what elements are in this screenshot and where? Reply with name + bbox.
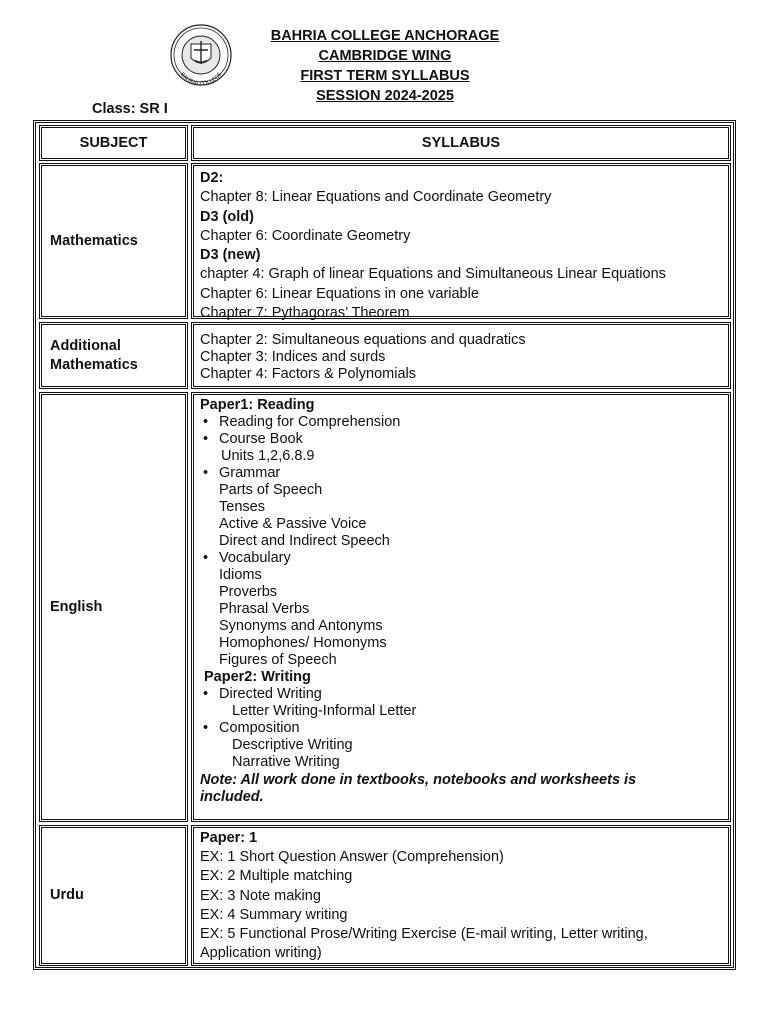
bullet-item: • Composition <box>200 720 722 737</box>
subject-name: Mathematics <box>50 232 138 249</box>
bullet-item: • Reading for Comprehension <box>200 414 722 431</box>
sub-item: Letter Writing-Informal Letter <box>232 703 417 719</box>
subject-cell-urdu <box>39 825 188 966</box>
syllabus-cell-english <box>191 392 731 822</box>
syllabus-column-header <box>191 125 731 161</box>
college-name: BAHRIA COLLEGE ANCHORAGE <box>270 28 500 44</box>
syllabus-line: Chapter 2: Simultaneous equations and quadratics <box>200 332 526 348</box>
bullet-item: • Grammar <box>200 465 722 482</box>
syllabus-line: EX: 3 Note making <box>200 887 321 904</box>
bullet-item: • Vocabulary <box>200 550 722 567</box>
syllabus-heading: D3 (new) <box>200 247 261 264</box>
syllabus-line: EX: 5 Functional Prose/Writing Exercise (E-mail writing, Letter writing, <box>200 926 648 943</box>
subject-name: English <box>50 598 103 615</box>
subject-name: Additional <box>50 337 121 354</box>
sub-item: Proverbs <box>219 584 278 600</box>
sub-item: Parts of Speech <box>219 482 323 498</box>
sub-item: Narrative Writing <box>232 754 340 770</box>
syllabus-line: Chapter 4: Factors & Polynomials <box>200 366 416 382</box>
sub-item: Figures of Speech <box>219 652 337 668</box>
note-text: Note: All work done in textbooks, notebooks and worksheets is <box>200 772 637 788</box>
sub-item: Homophones/ Homonyms <box>219 635 387 651</box>
paper-heading: Paper1: Reading <box>200 397 315 413</box>
sub-item: Tenses <box>219 499 265 515</box>
syllabus-line: EX: 1 Short Question Answer (Comprehension) <box>200 849 504 866</box>
class-label: Class: SR I <box>92 101 168 117</box>
syllabus-line: Chapter 8: Linear Equations and Coordinate Geometry <box>200 189 552 206</box>
bullet-item: • Course Book <box>200 431 722 448</box>
sub-item: Phrasal Verbs <box>219 601 310 617</box>
subject-column-header <box>39 125 188 161</box>
syllabus-line: Chapter 6: Coordinate Geometry <box>200 227 411 244</box>
sub-item: Active & Passive Voice <box>219 516 367 532</box>
syllabus-line: Application writing) <box>200 945 322 962</box>
session-title: SESSION 2024-2025 <box>316 88 454 104</box>
sub-item: Units 1,2,6.8.9 <box>221 448 315 464</box>
svg-text:BAHRIA COLLEGE: BAHRIA COLLEGE <box>178 71 224 88</box>
note-text: included. <box>200 789 264 805</box>
term-title: FIRST TERM SYLLABUS <box>300 68 470 84</box>
syllabus-cell-additional-mathematics <box>191 322 731 389</box>
sub-item: Descriptive Writing <box>232 737 353 753</box>
syllabus-line: Chapter 6: Linear Equations in one variable <box>200 285 479 302</box>
syllabus-cell-mathematics <box>191 163 731 322</box>
subject-name: Mathematics <box>50 356 138 373</box>
syllabus-column-header-label: SYLLABUS <box>421 135 501 151</box>
paper-heading: Paper2: Writing <box>204 669 311 685</box>
paper-heading: Paper: 1 <box>200 830 258 846</box>
subject-name: Urdu <box>50 887 84 903</box>
wing-name: CAMBRIDGE WING <box>318 48 452 64</box>
bullet-item: • Directed Writing <box>200 686 722 703</box>
syllabus-heading: D3 (old) <box>200 208 254 225</box>
subject-cell-mathematics <box>39 163 188 319</box>
sub-item: Synonyms and Antonyms <box>219 618 383 634</box>
syllabus-cell-urdu <box>191 825 731 966</box>
sub-item: Direct and Indirect Speech <box>219 533 390 549</box>
syllabus-line: chapter 4: Graph of linear Equations and Simultaneous Linear Equations <box>200 266 666 283</box>
subject-cell-additional-mathematics <box>39 322 188 389</box>
subject-column-header-label: SUBJECT <box>79 135 148 151</box>
syllabus-line: EX: 4 Summary writing <box>200 906 348 923</box>
syllabus-line: EX: 2 Multiple matching <box>200 868 353 885</box>
sub-item: Idioms <box>219 567 262 583</box>
syllabus-heading: D2: <box>200 170 224 186</box>
syllabus-line: Chapter 3: Indices and surds <box>200 349 386 365</box>
syllabus-line: Chapter 7: Pythagoras’ Theorem <box>200 305 410 322</box>
document-header <box>200 26 570 106</box>
subject-cell-english <box>39 392 188 822</box>
